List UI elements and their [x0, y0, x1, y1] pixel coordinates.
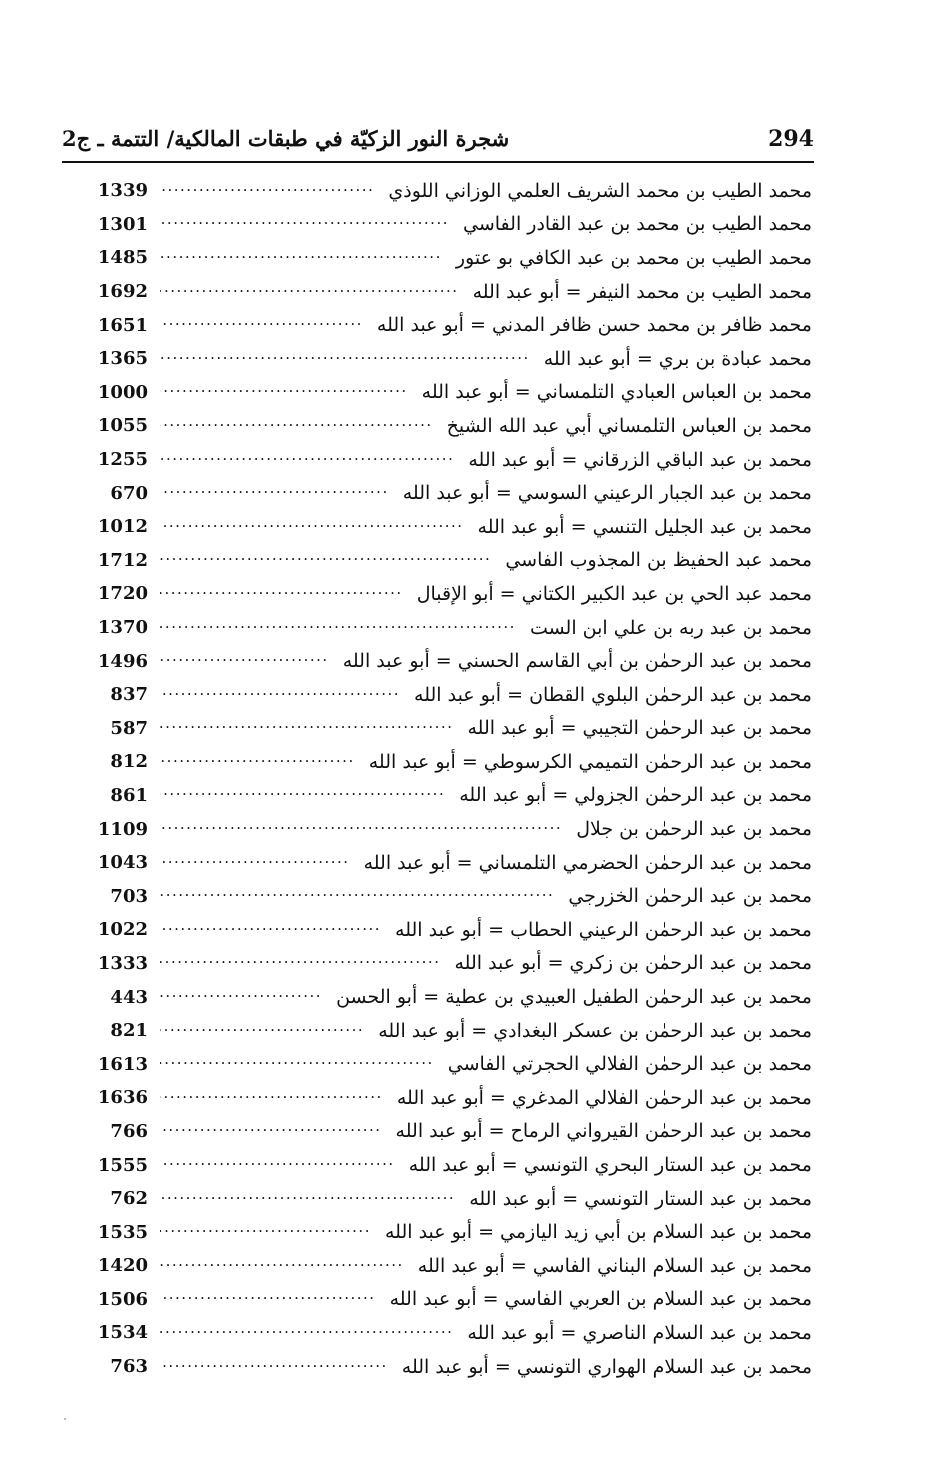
entry-page-number: 1720	[97, 583, 148, 605]
dot-leader	[160, 618, 516, 638]
dot-leader	[160, 248, 442, 268]
entry-page-number: 1555	[97, 1154, 148, 1176]
entry-page-number: 861	[110, 784, 148, 806]
header-rule	[62, 161, 814, 163]
dot-leader	[160, 483, 389, 503]
entry-page-number: 1109	[97, 818, 148, 840]
dot-leader	[160, 282, 459, 302]
index-entry	[88, 678, 812, 712]
entry-page-number: 670	[110, 482, 148, 504]
entry-page-number: 1333	[97, 952, 148, 974]
index-entry	[88, 409, 812, 443]
dot-leader	[160, 214, 449, 234]
entry-page-number: 443	[110, 986, 148, 1008]
dot-leader	[160, 349, 530, 369]
dot-leader	[160, 853, 350, 873]
entry-name: محمد بن عبد الرحمٰن بن عسكر البغدادي = أبو عبد الله	[378, 1019, 812, 1042]
dot-leader	[160, 987, 322, 1007]
entry-name: محمد بن عبد الجليل التنسي = أبو عبد الله	[477, 515, 812, 538]
entry-name: محمد الطيب بن محمد بن عبد القادر الفاسي	[463, 213, 812, 236]
entry-name: محمد بن عبد الستار التونسي = أبو عبد الله	[469, 1187, 812, 1210]
index-entry	[88, 1215, 812, 1249]
entry-name: محمد بن عبد السلام الناصري = أبو عبد الله	[467, 1321, 812, 1344]
dot-leader	[160, 517, 464, 537]
dot-leader	[160, 450, 454, 470]
scan-speck	[64, 1418, 66, 1420]
dot-leader	[160, 1054, 434, 1074]
index-entry	[88, 174, 812, 208]
index-entry	[88, 1081, 812, 1115]
entry-page-number: 1712	[97, 549, 148, 571]
index-entry	[88, 443, 812, 477]
dot-leader	[160, 1289, 376, 1309]
index-entry	[88, 745, 812, 779]
entry-name: محمد بن عبد الجبار الرعيني السوسي = أبو عبد الله	[402, 482, 812, 505]
index-entry	[88, 947, 812, 981]
entry-name: محمد بن عبد الرحمٰن القيرواني الرماح = أبو عبد الله	[395, 1120, 812, 1143]
entry-name: محمد بن عبد الرحمٰن الرعيني الحطاب = أبو عبد الله	[395, 918, 812, 941]
entry-name: محمد بن عبد السلام بن أبي زيد اليازمي = أبو عبد الله	[384, 1221, 812, 1244]
entry-page-number: 1506	[97, 1288, 148, 1310]
entry-page-number: 1055	[97, 415, 148, 437]
dot-leader	[160, 718, 453, 738]
index-entry	[88, 812, 812, 846]
entry-page-number: 703	[110, 885, 148, 907]
entry-name: محمد بن عبد ربه بن علي ابن الست	[529, 616, 812, 639]
entry-page-number: 763	[110, 1356, 148, 1378]
entry-name: محمد بن عبد السلام الهواري التونسي = أبو عبد الله	[401, 1355, 812, 1378]
index-entry	[88, 376, 812, 410]
dot-leader	[160, 886, 554, 906]
entry-page-number: 812	[110, 751, 148, 773]
entry-page-number: 762	[110, 1188, 148, 1210]
entry-page-number: 1022	[97, 919, 148, 941]
dot-leader	[160, 1088, 383, 1108]
index-entry	[88, 1182, 812, 1216]
index-entry	[88, 980, 812, 1014]
dot-leader	[160, 1357, 388, 1377]
entry-name: محمد ظافر بن محمد حسن ظافر المدني = أبو عبد الله	[376, 314, 812, 337]
index-entry	[88, 1283, 812, 1317]
entry-name: محمد بن عبد الرحمٰن الفلالي المدغري = أبو عبد الله	[396, 1086, 812, 1109]
entry-name: محمد بن العباس العبادي التلمساني = أبو عبد الله	[421, 381, 812, 404]
entry-page-number: 1012	[97, 516, 148, 538]
entry-name: محمد بن عبد الرحمٰن بن أبي القاسم الحسني = أبو عبد الله	[342, 650, 812, 673]
index-entry	[88, 712, 812, 746]
entry-page-number: 766	[110, 1120, 148, 1142]
index-entry	[88, 1047, 812, 1081]
page-number: 294	[768, 126, 814, 152]
entry-name: محمد بن عبد الرحمٰن التجيبي = أبو عبد الله	[467, 717, 812, 740]
dot-leader	[160, 819, 562, 839]
dot-leader	[160, 1323, 453, 1343]
entry-name: محمد الطيب بن محمد الشريف العلمي الوزاني اللوذي	[388, 179, 812, 202]
dot-leader	[160, 1189, 455, 1209]
index-entry	[88, 644, 812, 678]
index-entry	[88, 510, 812, 544]
index-entry	[88, 846, 812, 880]
entry-page-number: 1496	[97, 650, 148, 672]
entry-name: محمد بن عبد الباقي الزرقاني = أبو عبد الله	[468, 448, 812, 471]
dot-leader	[160, 651, 329, 671]
index-entry	[88, 1014, 812, 1048]
entry-page-number: 1000	[97, 381, 148, 403]
index-entry	[88, 1316, 812, 1350]
index-entry	[88, 779, 812, 813]
index-entry	[88, 476, 812, 510]
dot-leader	[160, 584, 403, 604]
entry-name: محمد بن عبد الرحمٰن الفلالي الحجرتي الفاسي	[447, 1053, 812, 1076]
entry-page-number: 1692	[97, 281, 148, 303]
entry-page-number: 1420	[97, 1255, 148, 1277]
entry-name: محمد بن عبد الرحمٰن الجزولي = أبو عبد الله	[459, 784, 812, 807]
dot-leader	[160, 315, 363, 335]
dot-leader	[160, 1222, 371, 1242]
entry-name: محمد بن عبد الرحمٰن بن زكري = أبو عبد الله	[454, 952, 812, 975]
dot-leader	[160, 181, 374, 201]
entry-name: محمد عبادة بن بري = أبو عبد الله	[543, 347, 812, 370]
index-entry	[88, 275, 812, 309]
index-entry	[88, 544, 812, 578]
dot-leader	[160, 953, 440, 973]
index-entry	[88, 1249, 812, 1283]
entry-page-number: 1534	[97, 1322, 148, 1344]
entry-name: محمد الطيب بن محمد النيفر = أبو عبد الله	[472, 280, 812, 303]
entry-name: محمد بن عبد الرحمٰن التميمي الكرسوطي = أبو عبد الله	[368, 750, 812, 773]
entry-page-number: 837	[110, 684, 148, 706]
index-entry	[88, 1115, 812, 1149]
dot-leader	[160, 382, 408, 402]
index-entry-list	[88, 174, 812, 1383]
entry-page-number: 1043	[97, 852, 148, 874]
entry-page-number: 1339	[97, 180, 148, 202]
dot-leader	[160, 685, 400, 705]
entry-page-number: 1255	[97, 449, 148, 471]
entry-name: محمد بن عبد السلام بن العربي الفاسي = أبو عبد الله	[389, 1288, 812, 1311]
entry-page-number: 1301	[97, 213, 148, 235]
index-entry	[88, 879, 812, 913]
entry-page-number: 1370	[97, 617, 148, 639]
dot-leader	[160, 416, 433, 436]
index-entry	[88, 1350, 812, 1384]
running-title: شجرة النور الزكيّة في طبقات المالكية/ التتمة ـ ج2	[62, 126, 510, 151]
index-entry	[88, 308, 812, 342]
entry-page-number: 821	[110, 1020, 148, 1042]
entry-name: محمد بن عبد الرحمٰن الحضرمي التلمساني = أبو عبد الله	[363, 851, 812, 874]
entry-name: محمد عبد الحفيظ بن المجذوب الفاسي	[505, 549, 812, 572]
entry-name: محمد بن العباس التلمساني أبي عبد الله الشيخ	[446, 414, 812, 437]
entry-page-number: 1535	[97, 1221, 148, 1243]
entry-page-number: 587	[110, 717, 148, 739]
entry-page-number: 1613	[97, 1053, 148, 1075]
index-entry	[88, 208, 812, 242]
entry-name: محمد بن عبد السلام البناني الفاسي = أبو عبد الله	[417, 1254, 812, 1277]
index-entry	[88, 1148, 812, 1182]
dot-leader	[160, 1121, 382, 1141]
entry-page-number: 1636	[97, 1087, 148, 1109]
entry-name: محمد بن عبد الرحمٰن البلوي القطان = أبو عبد الله	[414, 683, 812, 706]
dot-leader	[160, 1256, 404, 1276]
dot-leader	[160, 1021, 364, 1041]
index-entry	[88, 577, 812, 611]
dot-leader	[160, 752, 355, 772]
entry-page-number: 1485	[97, 247, 148, 269]
entry-name: محمد بن عبد الرحمٰن الخزرجي	[568, 885, 812, 908]
dot-leader	[160, 1155, 395, 1175]
entry-name: محمد بن عبد الرحمٰن بن جلال	[576, 818, 812, 841]
entry-name: محمد عبد الحي بن عبد الكبير الكتاني = أبو الإقبال	[416, 582, 812, 605]
entry-page-number: 1651	[97, 314, 148, 336]
dot-leader	[160, 920, 381, 940]
entry-page-number: 1365	[97, 348, 148, 370]
entry-name: محمد الطيب بن محمد بن عبد الكافي بو عتور	[455, 246, 812, 269]
index-entry	[88, 913, 812, 947]
dot-leader	[160, 785, 445, 805]
entry-name: محمد بن عبد الرحمٰن الطفيل العبيدي بن عطية = أبو الحسن	[336, 986, 812, 1009]
index-entry	[88, 611, 812, 645]
dot-leader	[160, 550, 491, 570]
page-header	[62, 126, 814, 156]
index-entry	[88, 241, 812, 275]
index-entry	[88, 342, 812, 376]
entry-name: محمد بن عبد الستار البحري التونسي = أبو عبد الله	[408, 1154, 812, 1177]
